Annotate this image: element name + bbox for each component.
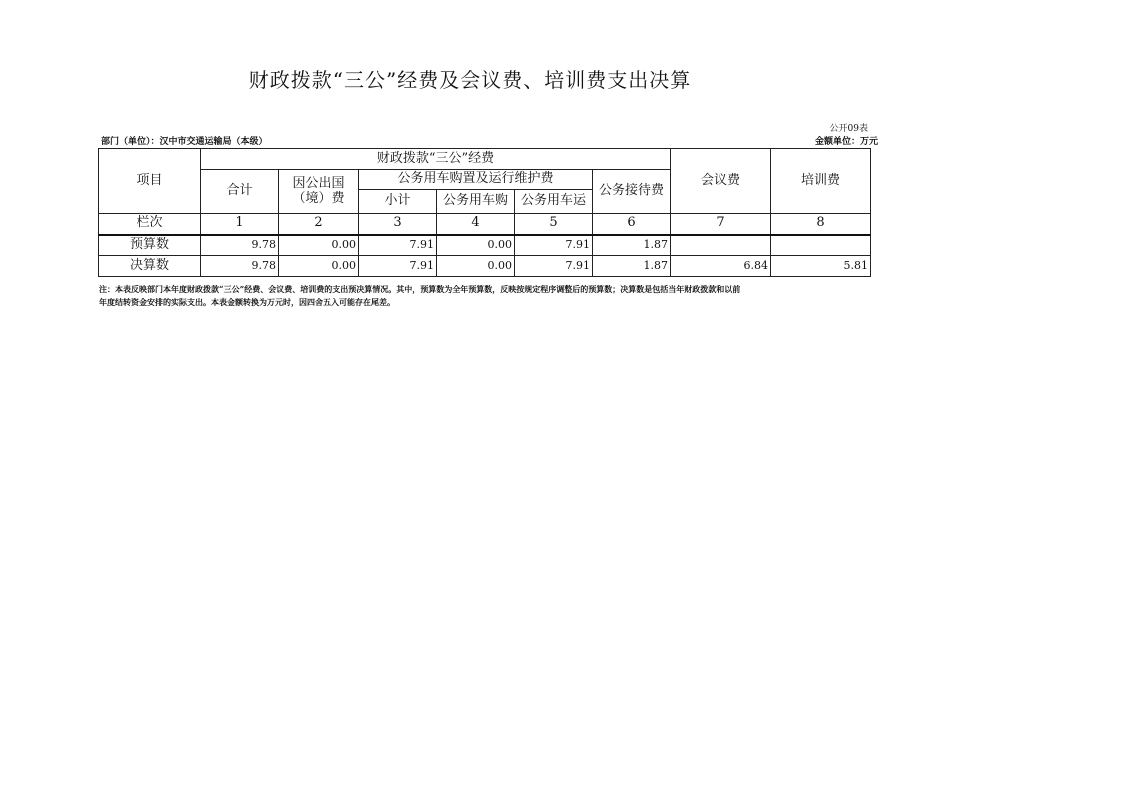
index-cell: 2 [279,214,359,235]
value-cell: 7.91 [515,256,593,277]
header-abroad: 因公出国（境）费 [279,170,359,214]
value-cell: 7.91 [359,235,437,256]
header-meeting: 会议费 [671,149,771,214]
value-cell: 7.91 [515,235,593,256]
value-cell: 0.00 [279,235,359,256]
expenditure-table [98,148,871,277]
index-row-label: 栏次 [99,214,201,235]
value-cell: 0.00 [437,235,515,256]
header-three-public-group: 财政拨款“三公”经费 [201,149,671,170]
index-cell: 4 [437,214,515,235]
header-car-operation: 公务用车运 [515,190,593,214]
header-car-purchase: 公务用车购 [437,190,515,214]
department-label: 部门（单位）：汉中市交通运输局（本级） [101,137,268,147]
row-label-actual: 决算数 [99,256,201,277]
index-cell: 7 [671,214,771,235]
table-row [99,256,871,277]
value-cell: 0.00 [279,256,359,277]
amount-unit: 金额单位：万元 [814,137,878,147]
footnote-line: 注：本表反映部门本年度财政拨款“三公”经费、会议费、培训费的支出预决算情况。其中，预算数为全年预算数，反映按规定程序调整后的预算数；决算数是包括当年财政拨款和以前 [99,284,741,294]
header-reception: 公务接待费 [593,170,671,214]
index-cell: 5 [515,214,593,235]
index-cell: 1 [201,214,279,235]
header-car-group: 公务用车购置及运行维护费 [359,170,593,190]
index-cell: 8 [771,214,871,235]
value-cell: 9.78 [201,235,279,256]
header-item: 项目 [99,149,201,214]
header-subtotal: 小计 [359,190,437,214]
index-cell: 3 [359,214,437,235]
value-cell [771,235,871,256]
header-total: 合计 [201,170,279,214]
value-cell: 5.81 [771,256,871,277]
index-cell: 6 [593,214,671,235]
value-cell: 1.87 [593,256,671,277]
value-cell: 0.00 [437,256,515,277]
page-title: 财政拨款“三公”经费及会议费、培训费支出决算 [248,68,692,92]
value-cell: 9.78 [201,256,279,277]
value-cell [671,235,771,256]
row-label-budget: 预算数 [99,235,201,256]
footnote-line: 年度结转资金安排的实际支出。本表金额转换为万元时，因四舍五入可能存在尾差。 [99,297,395,307]
value-cell: 7.91 [359,256,437,277]
header-training: 培训费 [771,149,871,214]
value-cell: 6.84 [671,256,771,277]
footnote [99,283,879,309]
value-cell: 1.87 [593,235,671,256]
form-number: 公开09表 [829,124,868,134]
table-row [99,235,871,256]
